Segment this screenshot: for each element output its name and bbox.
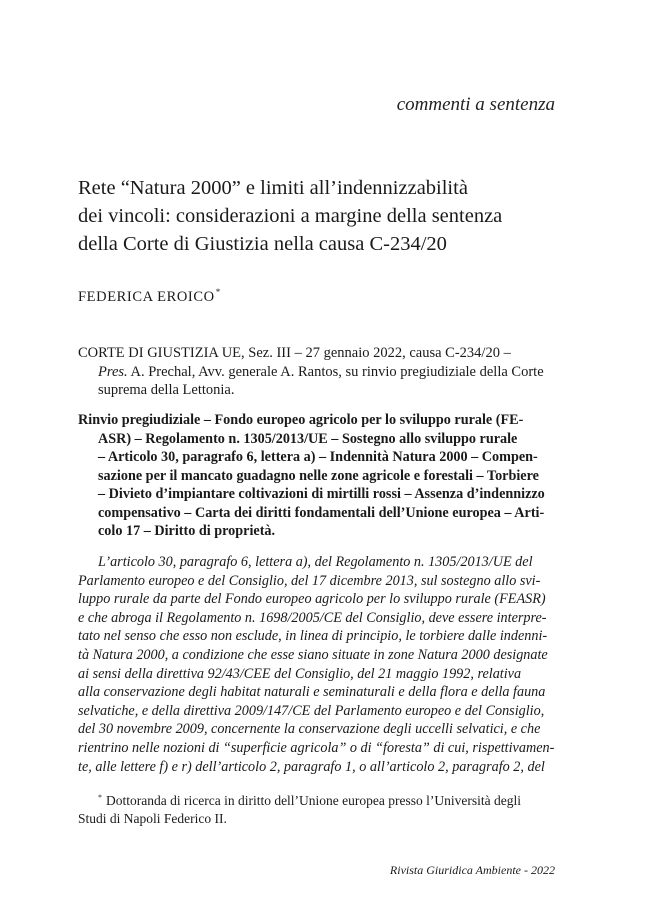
section-label: commenti a sentenza [396,94,555,115]
journal-name: Rivista Giuridica Ambiente [389,863,521,877]
author-line [78,287,221,306]
case-header-line: CORTE DI GIUSTIZIA UE, Sez. III – 27 gennaio 2022, causa C-234/20 – [78,345,511,361]
footnote-marker: * [98,793,102,802]
title-line: dei vincoli: considerazioni a margine della sentenza [78,205,503,227]
keywords-line: Rinvio pregiudiziale – Fondo europeo agricolo per lo sviluppo rurale (FE- [78,412,524,428]
ruling-line: tato nel senso che esso non esclude, in linea di principio, le torbiere dalle indenni- [78,628,548,645]
keywords-line: sazione per il mancato guadagno nelle zone agricole e forestali – Torbiere [98,467,539,484]
ruling-line: L’articolo 30, paragrafo 6, lettera a), del Regolamento n. 1305/2013/UE del [98,554,533,570]
keywords-line: – Articolo 30, paragrafo 6, lettera a) – Indennità Natura 2000 – Compen- [98,449,538,465]
ruling-text [78,553,556,776]
keywords-block [78,411,556,541]
journal-year: 2022 [531,863,555,877]
author-name: FEDERICA EROICO [78,289,215,305]
ruling-line: ai sensi della direttiva 92/43/CEE del Consiglio, del 21 maggio 1992, relativa [78,665,522,682]
ruling-line: tà Natura 2000, a condizione che esse siano situate in zone Natura 2000 designate [78,646,548,663]
title-line: della Corte di Giustizia nella causa C-234/20 [78,233,447,255]
running-footer [390,863,555,878]
footnote [78,789,556,828]
keywords-line: ASR) – Regolamento n. 1305/2013/UE – Sostegno allo sviluppo rurale [98,430,518,447]
footer-separator: - [521,863,531,877]
ruling-line: e che abroga il Regolamento n. 1698/2005/CE del Consiglio, deve essere interpre- [78,609,547,626]
ruling-line: Parlamento europeo e del Consiglio, del 17 dicembre 2013, sul sostegno allo svi- [78,572,541,589]
ruling-line: selvatiche, e della direttiva 2009/147/CE del Parlamento europeo e del Consiglio, [78,702,545,719]
author-note-marker[interactable]: * [215,287,221,297]
title-line: Rete “Natura 2000” e limiti all’indennizzabilità [78,177,468,199]
case-header-line: suprema della Lettonia. [98,382,235,398]
ruling-line: te, alle lettere f) e r) dell’articolo 2, paragrafo 1, o all’articolo 2, paragrafo 2, del [78,758,545,775]
footnote-text: Dottoranda di ricerca in diritto dell’Unione europea presso l’Università degli [106,793,521,808]
case-header-text: A. Prechal, Avv. generale A. Rantos, su rinvio pregiudiziale della Corte [127,363,544,380]
footnote-line: Studi di Napoli Federico II. [78,811,227,826]
case-header-line [78,363,556,382]
keywords-line: colo 17 – Diritto di proprietà. [98,523,276,539]
article-title [78,174,578,258]
keywords-line: – Divieto d’impiantare coltivazioni di mirtilli rossi – Assenza d’indennizzo [98,486,545,502]
keywords-line: compensativo – Carta dei diritti fondamentali dell’Unione europea – Arti- [98,504,545,521]
president-abbrev: Pres. [98,363,128,380]
ruling-line: luppo rurale da parte del Fondo europeo agricolo per lo sviluppo rurale (FEASR) [78,591,546,608]
ruling-line: del 30 novembre 2009, concernente la conservazione degli uccelli selvatici, e che [78,721,541,738]
case-header [78,344,556,400]
footnote-line [78,789,556,810]
ruling-line: rientrino nelle nozioni di “superficie agricola” o di “foresta” di cui, rispettivamen- [78,739,555,756]
ruling-line: alla conservazione degli habitat naturali e seminaturali e della flora e della fauna [78,684,546,701]
